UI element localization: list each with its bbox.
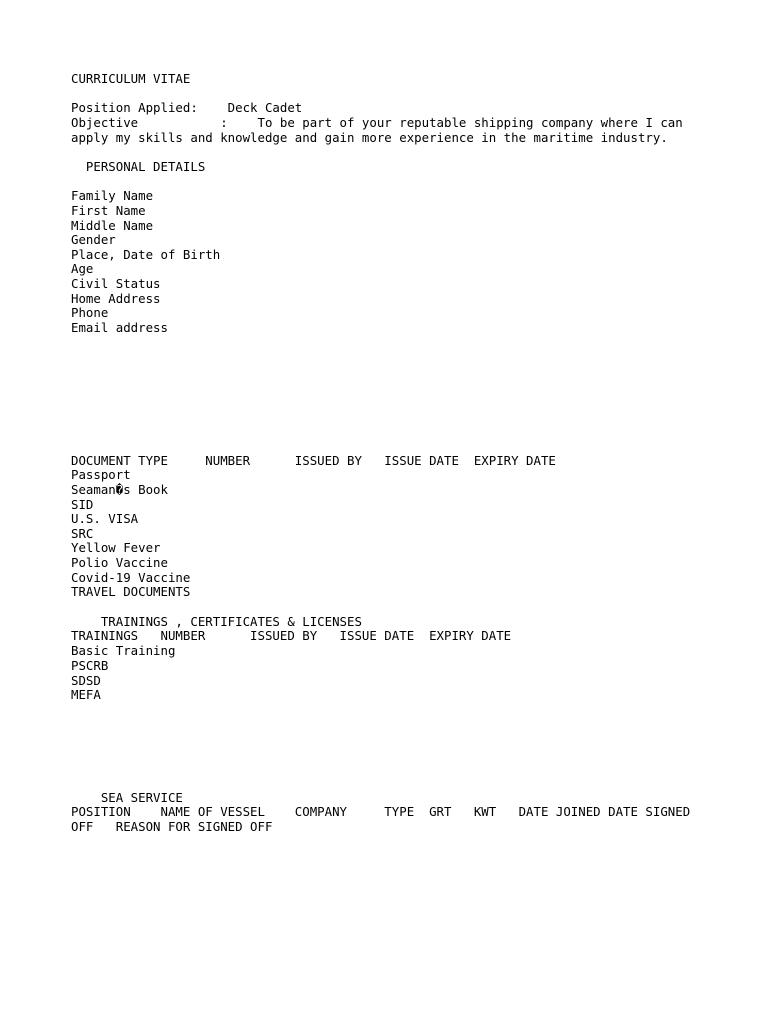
field-family-name: Family Name (71, 188, 154, 203)
field-civil-status: Civil Status (71, 276, 161, 291)
document-row: Yellow Fever (71, 540, 161, 555)
position-applied: Position Applied: Deck Cadet (71, 100, 303, 115)
trainings-heading: TRAININGS , CERTIFICATES & LICENSES (71, 614, 362, 629)
field-age: Age (71, 261, 94, 276)
field-phone: Phone (71, 305, 109, 320)
field-gender: Gender (71, 232, 116, 247)
document-row: SRC (71, 526, 94, 541)
objective-line-1: Objective : To be part of your reputable shipping company where I can (71, 115, 683, 130)
document-row: Passport (71, 467, 131, 482)
training-row: MEFA (71, 687, 101, 702)
document-row: TRAVEL DOCUMENTS (71, 584, 191, 599)
document-title: CURRICULUM VITAE (71, 71, 191, 86)
field-place-date-of-birth: Place, Date of Birth (71, 247, 221, 262)
training-row: PSCRB (71, 658, 109, 673)
trainings-table-header: TRAININGS NUMBER ISSUED BY ISSUE DATE EXPIRY DATE (71, 628, 512, 643)
document-row: Polio Vaccine (71, 555, 168, 570)
field-first-name: First Name (71, 203, 146, 218)
personal-details-heading: PERSONAL DETAILS (71, 159, 206, 174)
field-home-address: Home Address (71, 291, 161, 306)
sea-service-heading: SEA SERVICE (71, 790, 183, 805)
sea-service-header-line-2: OFF REASON FOR SIGNED OFF (71, 819, 273, 834)
field-email-address: Email address (71, 320, 168, 335)
document-row: U.S. VISA (71, 511, 139, 526)
document-row: Covid-19 Vaccine (71, 570, 191, 585)
objective-line-2: apply my skills and knowledge and gain more experience in the maritime industry. (71, 130, 668, 145)
sea-service-header-line-1: POSITION NAME OF VESSEL COMPANY TYPE GRT KWT DATE JOINED DATE SIGNED (71, 804, 691, 819)
field-middle-name: Middle Name (71, 218, 154, 233)
document-row: SID (71, 497, 94, 512)
documents-table-header: DOCUMENT TYPE NUMBER ISSUED BY ISSUE DATE EXPIRY DATE (71, 453, 556, 468)
training-row: SDSD (71, 673, 101, 688)
training-row: Basic Training (71, 643, 176, 658)
document-row: Seaman�s Book (71, 482, 168, 497)
